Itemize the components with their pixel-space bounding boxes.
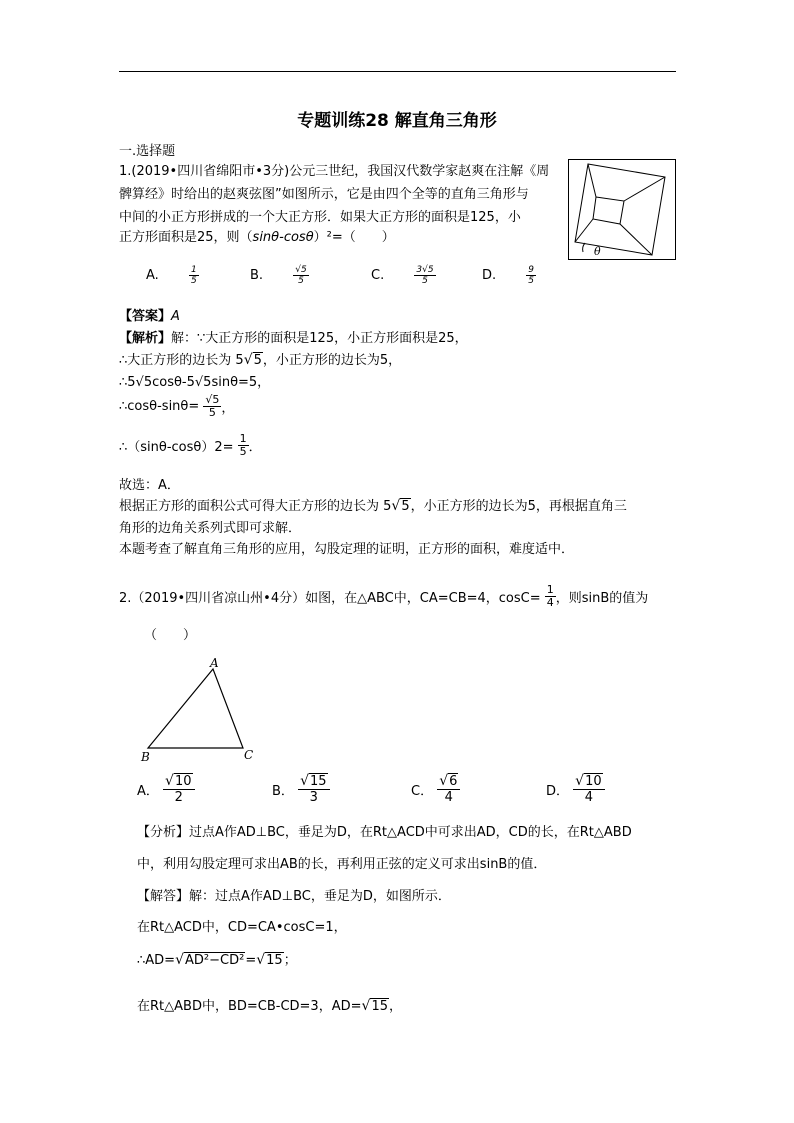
q2-line-c: 在Rt△ABD中，BD=CB-CD=3，AD=√15， [137,998,402,1014]
q1-choose: 故选：A． [119,478,180,493]
q2-line-c-value: 15 [371,999,388,1014]
analysis-line-2-end: ，小正方形的边长为5， [262,353,402,368]
vertex-a-label: A [210,656,219,670]
q2-option-a-den: 2 [174,790,183,805]
q2-option-c-den: 4 [444,790,453,805]
q1-line-3: 中间的小正方形拼成的一个大正方形．如果大正方形的面积是125，小 [119,210,521,225]
q2-jieda: 【解答】解：过点A作AD⊥BC，垂足为D，如图所示． [137,889,451,904]
q2-cos-den: 4 [546,596,554,609]
q1-option-b-num: √5 [295,265,307,275]
small-center-square [593,197,624,224]
q2-option-d-den: 4 [584,790,594,805]
q2-fenxi-2: 中，利用勾股定理可求出AB的长，再利用正弦的定义可求出sinB的值． [137,857,547,872]
zhao-shuang-figure [568,159,676,260]
analysis-line-5-den: 5 [239,445,247,458]
q2-line-b-start: ∴AD= [137,953,176,968]
q2-option-b-num: 15 [309,774,327,789]
q2-line-1-start: 2.（2019•四川省凉山州•4分）如图，在△ABC中，CA=CB=4，cosC= [119,591,541,606]
q2-line-b-radicand: AD²−CD² [185,953,245,968]
q1-analysis-5: ∴（sinθ-cosθ）2= $\frac{1}{5}$ ． [119,432,262,458]
triangle-leg-2 [624,177,665,201]
q2-line-b: ∴AD=√AD²−CD²=√15； [137,952,297,968]
answer-value: A [171,309,180,324]
q1-option-b-label: B. [250,268,264,283]
q1-summary-3: 本题考查了解直角三角形的应用，勾股定理的证明，正方形的面积，难度适中． [119,542,575,557]
q1-option-c-label: C. [371,268,385,283]
inner-rotated-square [575,164,665,255]
analysis-line-2-sqrt: 5 [253,353,262,368]
analysis-line-5-fraction [238,433,249,458]
q2-option-b-den: 3 [309,790,318,805]
q1-option-a-value [189,265,199,286]
q1-option-d-label: D. [482,268,497,283]
q2-line-a: 在Rt△ACD中，CD=CA•cosC=1， [137,920,347,935]
q2-option-d [546,774,605,805]
q2-option-c-num: 6 [449,774,458,789]
q1-option-d-value [526,265,536,286]
summary-line-1-end: ，小正方形的边长为5，再根据直角三 [410,499,627,514]
summary-line-1-start: 根据正方形的面积公式可得大正方形的边长为 5 [119,499,392,514]
q1-option-c-value [414,265,435,286]
q1-option-c-num: 3√5 [416,265,434,275]
answer-label: 【答案】 [119,309,172,324]
analysis-line-5-start: ∴（sinθ-cosθ）2= [119,440,234,455]
q2-option-d-label: D． [546,784,570,799]
q1-line-1: 1.(2019•四川省绵阳市•3分)公元三世纪，我国汉代数学家赵爽在注解《周 [119,164,550,179]
q2-line-1-end: ，则sinB的值为 [555,591,649,606]
analysis-line-4-den: 5 [208,406,216,419]
q2-option-a-num: 10 [174,774,192,789]
q1-summary-1: 根据正方形的面积公式可得大正方形的边长为 5√5，小正方形的边长为5，再根据直角三 [119,498,627,514]
q1-option-d-den: 5 [528,276,535,286]
page-title: 专题训练28 解直角三角形 [297,111,497,131]
analysis-label: 【解析】 [119,331,172,346]
q2-line-b-equals: = [245,953,257,968]
q2-option-b-value: $\frac{√15}{3}$ [298,774,329,805]
q2-cos-num: 1 [546,583,554,596]
q1-option-c [371,265,436,286]
q1-summary-2: 角形的边角关系列式即可求解． [119,521,302,536]
analysis-line-4-start: ∴cosθ-sinθ= [119,399,200,414]
analysis-line-2-start: ∴大正方形的边长为 5 [119,353,244,368]
q1-option-b-value [293,265,308,286]
q1-option-a-label: A. [146,268,159,283]
q2-option-d-num: 10 [585,774,602,789]
q2-option-c-value: $\frac{√6}{4}$ [437,774,460,805]
q2-fenxi-1: 【分析】过点A作AD⊥BC，垂足为D，在Rt△ACD中可求出AD，CD的长，在Rt△ABD [137,825,632,840]
q1-line-2: 髀算经》时给出的赵爽弦图”如图所示，它是由四个全等的直角三角形与 [119,187,529,202]
q1-option-d-num: 9 [528,265,535,275]
q1-option-d [482,265,536,286]
analysis-line-4-fraction [203,394,221,419]
q2-line-b-value: 15 [266,953,283,968]
triangle-leg-1 [588,164,596,197]
q1-option-c-den: 5 [422,276,428,286]
q2-line-c-end: ， [388,999,402,1014]
q1-line-4-start: 正方形面积是25，则（ [119,230,253,245]
q1-analysis-1 [119,327,468,346]
summary-line-1-sqrt: 5 [401,499,410,514]
q2-option-c [411,774,460,805]
vertex-c-label: C [244,748,254,762]
q1-line-4-end: ）²=（ ） [313,230,395,245]
vertex-b-label: B [141,750,150,764]
q1-option-b-den: 5 [298,276,304,286]
theta-arc [583,243,585,252]
q2-option-c-label: C． [411,784,434,799]
q1-line-4 [119,226,395,245]
q1-option-a-num: 1 [190,265,197,275]
section-heading: 一.选择题 [119,144,176,159]
q2-paren: （ ） [144,628,197,643]
q2-option-b [272,774,330,805]
q1-analysis-4: ∴cosθ-sinθ= $\frac{√5}{5}$ ， [119,393,235,419]
q2-option-d-value: $\frac{√10}{4}$ [573,774,604,805]
triangle-abc [148,669,243,748]
q1-option-a [146,265,199,286]
q1-option-a-den: 5 [190,276,197,286]
q2-option-a [137,774,195,805]
analysis-line-5-num: 1 [239,432,247,445]
q1-analysis-2: ∴大正方形的边长为 5√5，小正方形的边长为5， [119,352,402,368]
analysis-line-4-num: √5 [205,393,220,406]
q2-line-1 [119,584,648,609]
q2-option-a-label: A． [137,784,159,799]
header-rule [119,71,676,72]
theta-label: θ [594,245,601,258]
q1-answer [119,305,180,324]
q2-line-b-end: ； [283,953,297,968]
q1-option-b [250,265,309,286]
q2-option-a-value: $\frac{√10}{2}$ [163,774,194,805]
q2-line-c-start: 在Rt△ABD中，BD=CB-CD=3，AD= [137,999,362,1014]
q1-line-4-expr: sinθ-cosθ [252,230,314,245]
analysis-line-1: 解：∵大正方形的面积是125，小正方形面积是25， [171,331,468,346]
q1-analysis-3: ∴5√5cosθ-5√5sinθ=5， [119,375,271,390]
q2-cos-fraction [545,584,556,609]
q2-option-b-label: B． [272,784,294,799]
triangle-abc-figure [138,655,268,767]
triangle-leg-4 [575,219,593,242]
